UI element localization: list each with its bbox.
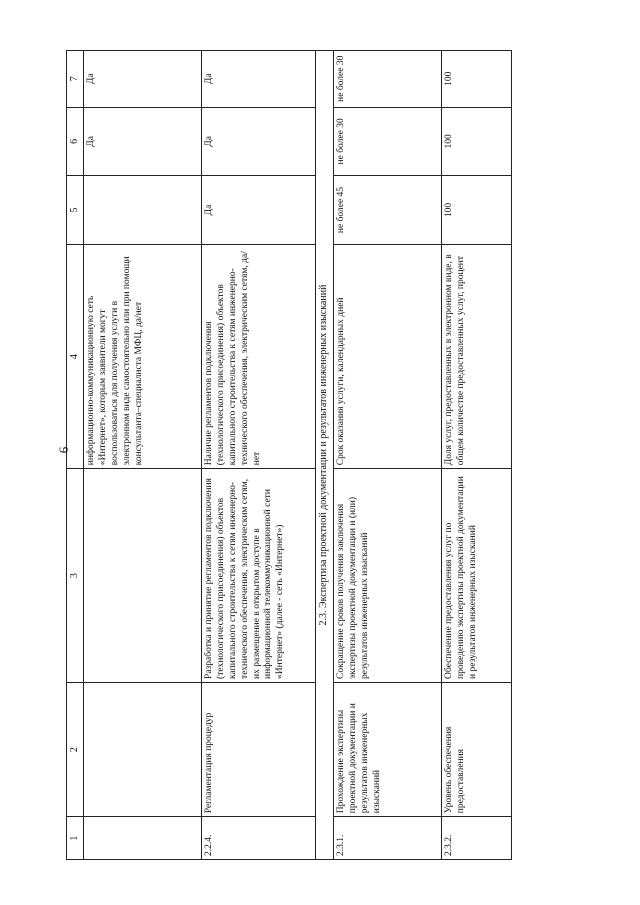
row-value-6: Да [84,107,202,176]
header-cell: 6 [67,107,84,176]
row-value-5 [84,176,202,245]
row-value-5: Да [202,176,316,245]
header-cell: 3 [67,469,84,683]
row-value-6: не более 30 [334,107,442,176]
row-indicator: Наличие регламентов подключения (технологического присоединения) объектов капитального строительства к сетям инженерно-технического обеспечения, электрическим сетям, да/нет [202,244,316,468]
row-name: Уровень обеспечения предоставления [442,682,512,816]
row-value-7: Да [84,51,202,108]
table-row [202,51,316,860]
header-cell: 5 [67,176,84,245]
row-indicator: информационно-коммуникационную сеть «Интернет», которым заявители могут воспользоваться для получения услуги в электронном виде самостоятельно или при помощи консультанта–специалиста МФЦ, да/нет [84,244,202,468]
row-value-7: 100 [442,51,512,108]
row-number: 2.2.4. [202,817,316,860]
page-number: 6 [56,446,71,454]
row-value-6: Да [202,107,316,176]
row-number: 2.3.2. [442,817,512,860]
header-cell: 1 [67,817,84,860]
document-sheet [66,50,478,860]
row-name: Регламентация процедур [202,682,316,816]
row-measure: Обеспечение предоставления услуг по проведению экспертизы проектной документации и результатов инженерных изысканий [442,469,512,683]
header-cell: 2 [67,682,84,816]
header-cell: 4 [67,244,84,468]
row-indicator: Срок оказания услуги, календарных дней [334,244,442,468]
row-measure [84,469,202,683]
table-row [334,51,442,860]
row-number: 2.3.1. [334,817,442,860]
row-number [84,817,202,860]
header-cell: 7 [67,51,84,108]
row-measure: Разработка и принятие регламентов подключения (технологического присоединения) объектов капитального строительства к сетям инженерно-технического обеспечения, электрическим сетям, их размещение в открытом доступе в информационной телекоммуникационной сети «Интернет» (далее - сеть «Интернет») [202,469,316,683]
row-value-7: Да [202,51,316,108]
table-row [84,51,202,860]
row-value-5: не более 45 [334,176,442,245]
table-header-row [67,51,84,860]
row-value-7: не более 30 [334,51,442,108]
row-name [84,682,202,816]
table-row [442,51,512,860]
row-value-6: 100 [442,107,512,176]
row-value-5: 100 [442,176,512,245]
row-indicator: Доля услуг, предоставленных в электронном виде, в общем количестве предоставленных услуг, процент [442,244,512,468]
section-heading: 2.3. Экспертиза проектной документации и результатов инженерных изысканий [316,51,334,860]
row-name: Прохождение экспертизы проектной документации и результатов инженерных изысканий [334,682,442,816]
row-measure: Сокращение сроков получения заключения экспертизы проектной документации и (или) результатов инженерных изысканий [334,469,442,683]
measures-table [66,50,512,860]
section-row [316,51,334,860]
